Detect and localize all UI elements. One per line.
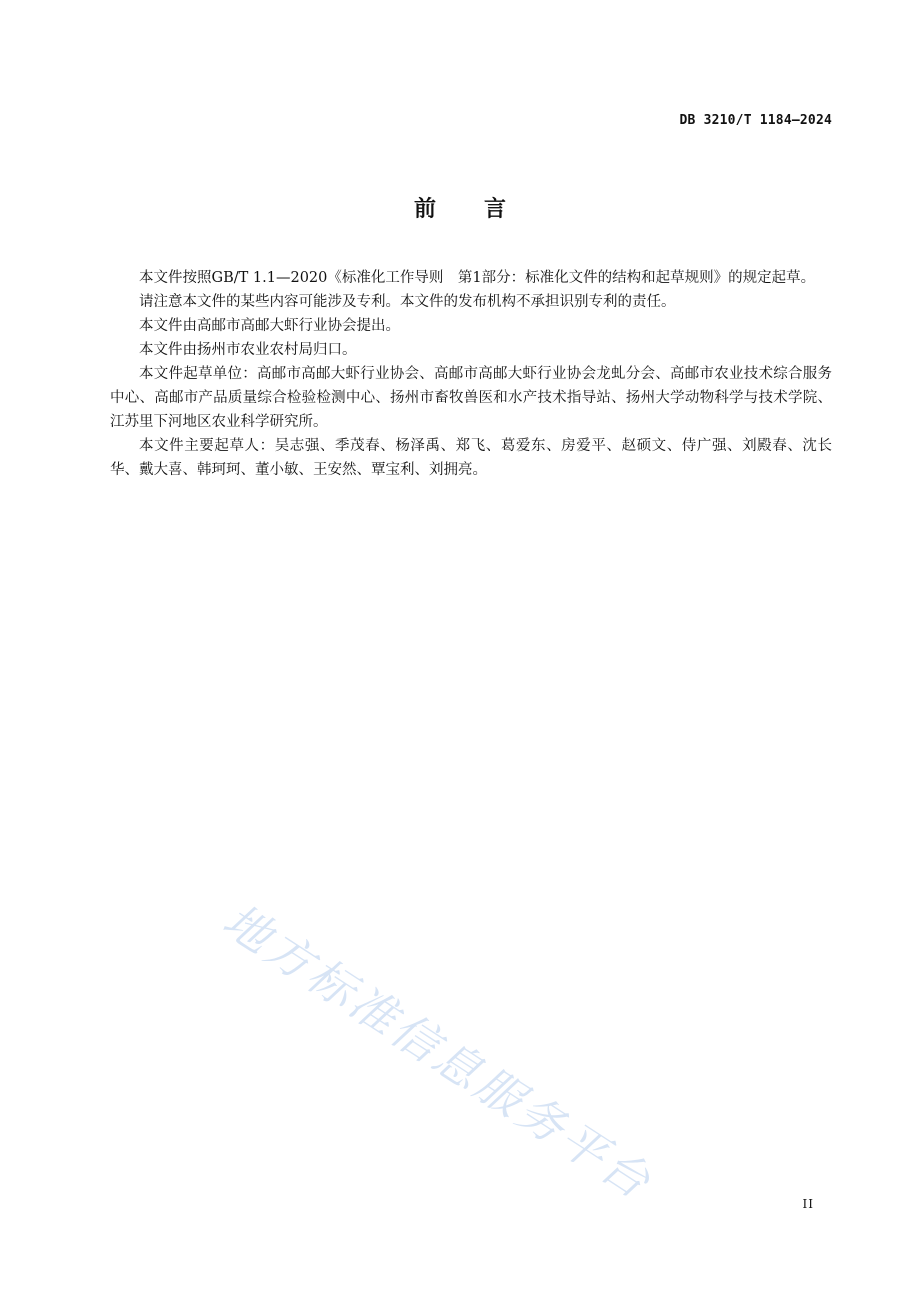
paragraph-main-drafters: 本文件主要起草人：吴志强、季茂春、杨泽禹、郑飞、葛爱东、房爱平、赵硕文、侍广强、刘殿春、沈长华、戴大喜、韩珂珂、董小敏、王安然、覃宝利、刘拥亮。	[110, 438, 832, 478]
paragraph-patent-notice: 请注意本文件的某些内容可能涉及专利。本文件的发布机构不承担识别专利的责任。	[139, 294, 676, 310]
foreword-body	[110, 266, 832, 482]
watermark: 地方标准信息服务平台	[213, 892, 663, 1211]
document-code: DB 3210/T 1184—2024	[679, 113, 832, 128]
page-title: 前言	[413, 197, 554, 222]
paragraph-drafting-units: 本文件起草单位：高邮市高邮大虾行业协会、高邮市高邮大虾行业协会龙虬分会、高邮市农业技术综合服务中心、高邮市产品质量综合检验检测中心、扬州市畜牧兽医和水产技术指导站、扬州大学动物科学与技术学院、江苏里下河地区农业科学研究所。	[110, 366, 832, 430]
paragraph-proposer: 本文件由高邮市高邮大虾行业协会提出。	[139, 318, 400, 334]
page-number: II	[802, 1197, 814, 1211]
paragraph-administrator: 本文件由扬州市农业农村局归口。	[139, 342, 357, 358]
paragraph-drafting-rules: 本文件按照GB/T 1.1—2020《标准化工作导则 第1部分：标准化文件的结构和起草规则》的规定起草。	[139, 270, 816, 286]
